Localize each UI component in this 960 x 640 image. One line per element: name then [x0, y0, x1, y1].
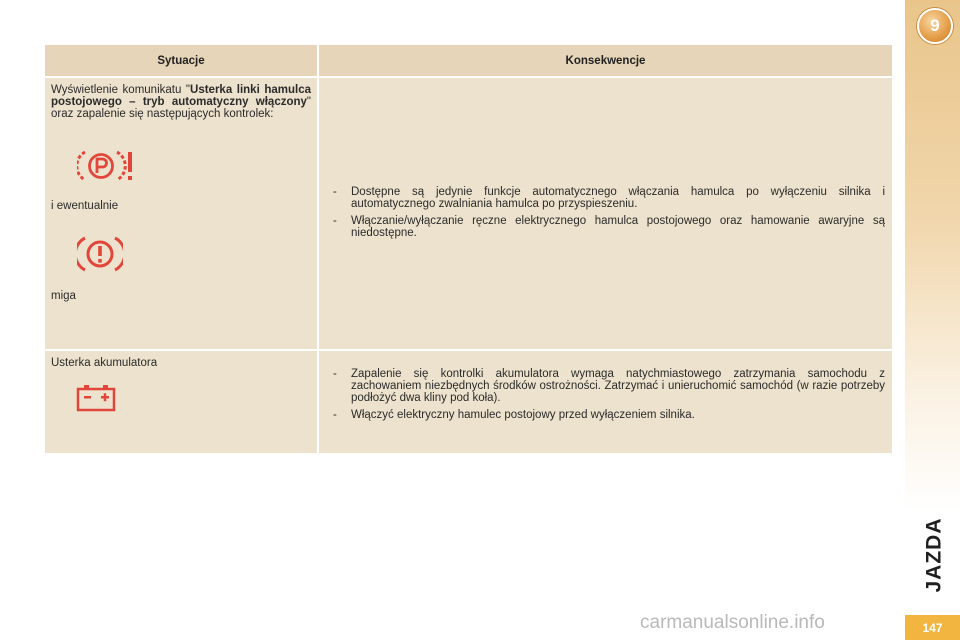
- battery-fault-text: Usterka akumulatora: [51, 357, 158, 369]
- list-item: - Dostępne są jedynie funkcje automatycznego włączania hamulca po wyłączeniu silnika i automatycznego zwalniania hamulca po przyspieszeniu.: [325, 186, 885, 210]
- battery-icon: [75, 383, 311, 423]
- situation-intro: Wyświetlenie komunikatu ": [51, 84, 191, 96]
- chapter-badge: [917, 8, 953, 44]
- consequence-list: [325, 368, 885, 421]
- situations-table: [45, 45, 892, 453]
- list-item: - Zapalenie się kontrolki akumulatora wymaga natychmiastowego zatrzymania samochodu z zachowaniem niezbędnych środków ostrożności. Zatrzymać i unieruchomić samochód (w razie potrzeby podłożyć dwa kliny pod koła).: [325, 368, 885, 404]
- situation-cell: [45, 77, 318, 350]
- situation-cell: [45, 350, 318, 453]
- warning-message: Usterka linki hamulca postojowego – tryb automatyczny włączony: [51, 84, 311, 108]
- parking-brake-fault-icon: [77, 146, 311, 186]
- page-number: [905, 615, 960, 640]
- page-number-text: 147: [922, 620, 943, 635]
- table-header-row: [45, 45, 892, 77]
- and-possibly-text: i ewentualnie: [51, 200, 119, 212]
- situation-description: [51, 84, 311, 120]
- section-title-text: JAZDA: [922, 517, 946, 593]
- list-item: - Włączanie/wyłączanie ręczne elektrycznego hamulca postojowego oraz hamowanie awaryjne są niedostępne.: [325, 215, 885, 239]
- header-consequences: Konsekwencje: [318, 45, 892, 77]
- consequence-cell: [318, 350, 892, 453]
- consequence-cell: [318, 77, 892, 350]
- list-item: - Włączyć elektryczny hamulec postojowy przed wyłączeniem silnika.: [325, 409, 885, 421]
- consequence-list: [325, 186, 885, 239]
- chapter-number: 9: [930, 16, 940, 35]
- blinks-text: miga: [51, 290, 76, 302]
- table-row: [45, 77, 892, 350]
- header-situations: Sytuacje: [45, 45, 318, 77]
- brake-warning-icon: [77, 234, 311, 274]
- situation-intro-end: " oraz zapalenie się następujących kontrolek:: [51, 96, 311, 120]
- section-title: [914, 515, 954, 595]
- table-row: [45, 350, 892, 453]
- watermark: carmanualsonline.info: [640, 612, 825, 633]
